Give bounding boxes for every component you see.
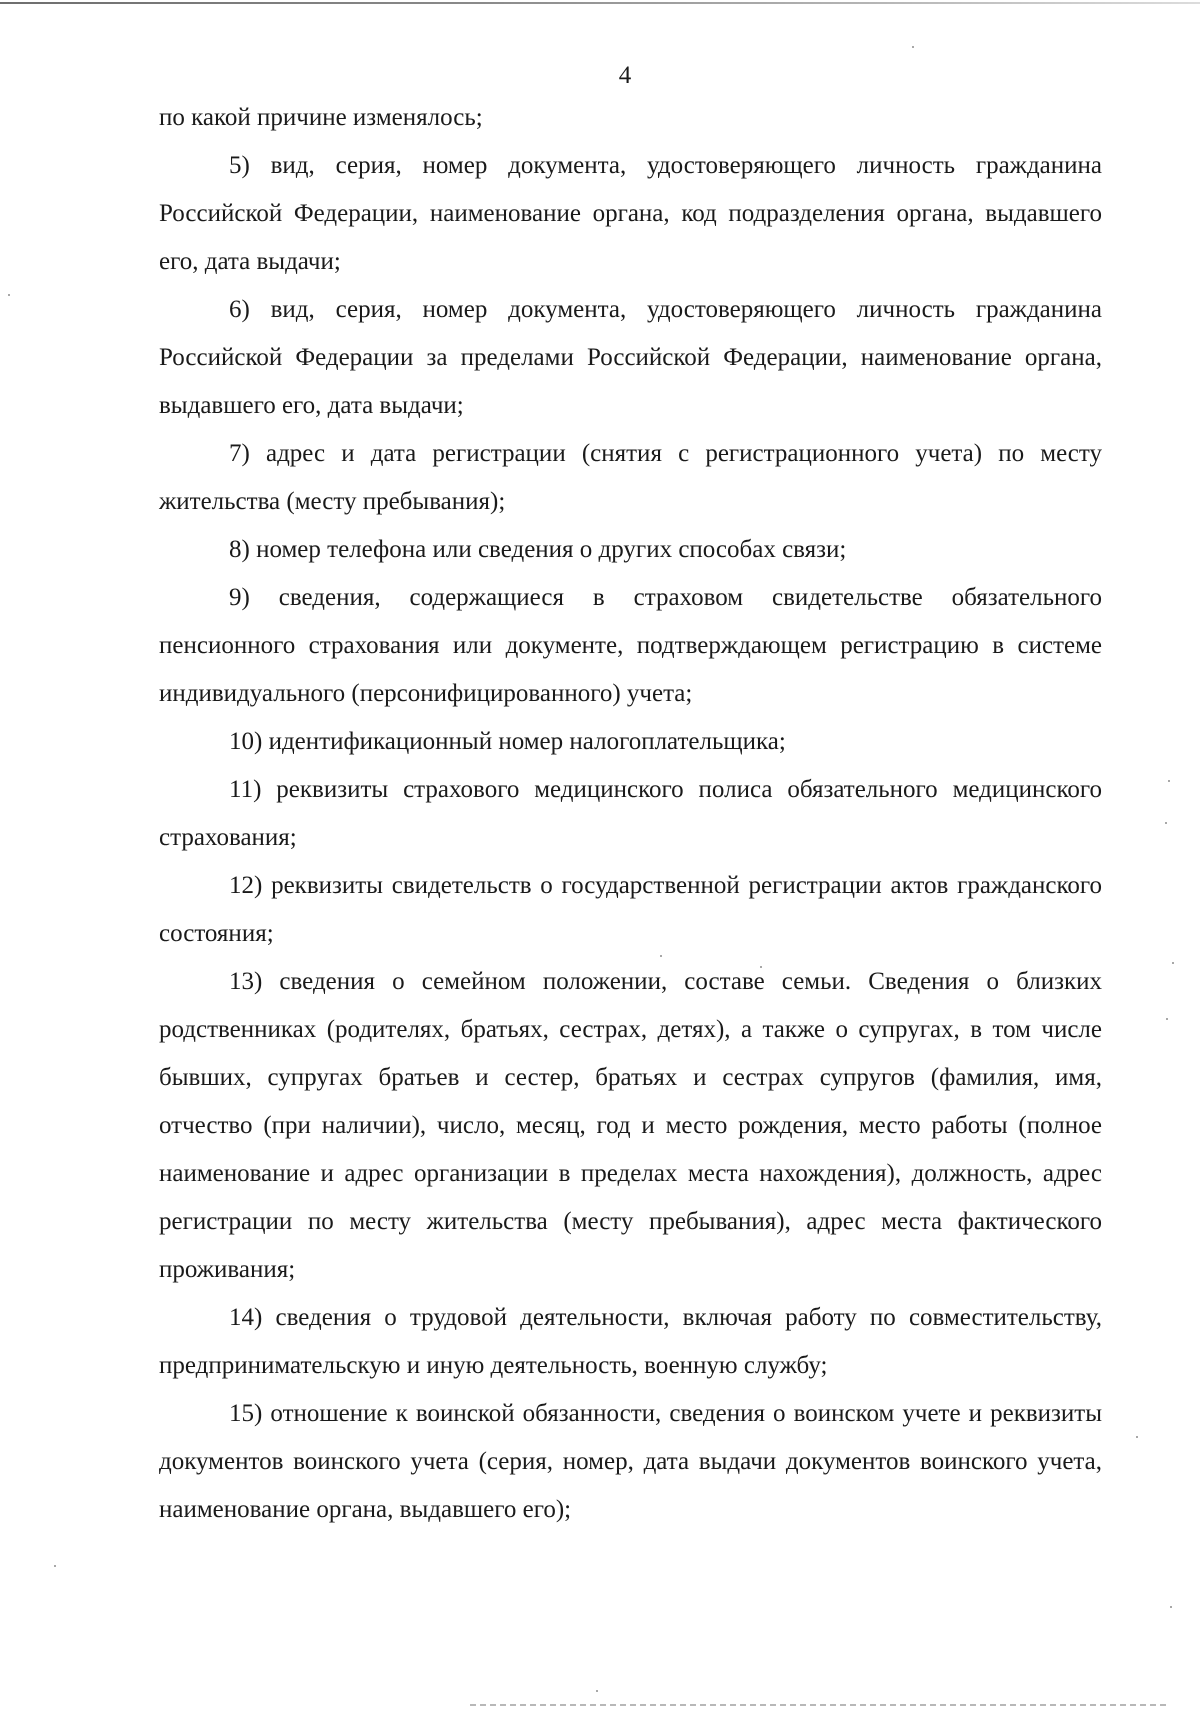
list-item-11: 11) реквизиты страхового медицинского полиса обязательного медицинского страхования; [159,776,1102,851]
scan-speck [1172,962,1174,964]
scan-speck [1166,1018,1168,1020]
list-item-5: 5) вид, серия, номер документа, удостоверяющего личность гражданина Российской Федерации, наименование органа, код подразделения органа, выдавшего его, дата выдачи; [159,152,1102,275]
list-item-7: 7) адрес и дата регистрации (снятия с регистрационного учета) по месту жительства (месту пребывания); [159,440,1102,515]
scan-speck [760,966,762,968]
scan-speck [8,294,10,296]
scan-speck [1165,822,1167,824]
document-body [159,94,1102,1534]
scan-speck [596,1690,598,1692]
scan-speck [1136,1436,1138,1438]
scan-speck [660,955,662,957]
paragraph-continuation: по какой причине изменялось; [159,104,483,131]
list-item-6: 6) вид, серия, номер документа, удостоверяющего личность гражданина Российской Федерации за пределами Российской Федерации, наименование органа, выдавшего его, дата выдачи; [159,296,1102,419]
page-number: 4 [618,62,632,89]
scan-speck [1170,1606,1172,1608]
scan-speck [1168,780,1170,782]
list-item-9: 9) сведения, содержащиеся в страховом свидетельстве обязательного пенсионного страхования или документе, подтверждающем регистрацию в системе индивидуального (персонифицированного) учета; [159,584,1102,707]
list-item-14: 14) сведения о трудовой деятельности, включая работу по совместительству, предпринимательскую и иную деятельность, военную службу; [159,1304,1102,1379]
scan-border-bottom [470,1704,1170,1706]
list-item-15: 15) отношение к воинской обязанности, сведения о воинском учете и реквизиты документов воинского учета (серия, номер, дата выдачи документов воинского учета, наименование органа, выдавшего его); [159,1400,1102,1523]
list-item-8: 8) номер телефона или сведения о других способах связи; [229,536,847,563]
list-item-13: 13) сведения о семейном положении, составе семьи. Сведения о близких родственниках (родителях, братьях, сестрах, детях), а также о супругах, в том числе бывших, супругах братьев и сестер, братьях и сестрах супругов (фамилия, имя, отчество (при наличии), число, месяц, год и место рождения, место работы (полное наименование и адрес организации в пределах места нахождения), должность, адрес регистрации по месту жительства (месту пребывания), адрес места фактического проживания; [159,968,1102,1283]
list-item-10: 10) идентификационный номер налогоплательщика; [229,728,786,755]
scan-border-top [0,2,1200,4]
list-item-12: 12) реквизиты свидетельств о государственной регистрации актов гражданского состояния; [159,872,1102,947]
scan-speck [912,46,914,48]
scan-speck [54,1565,56,1567]
